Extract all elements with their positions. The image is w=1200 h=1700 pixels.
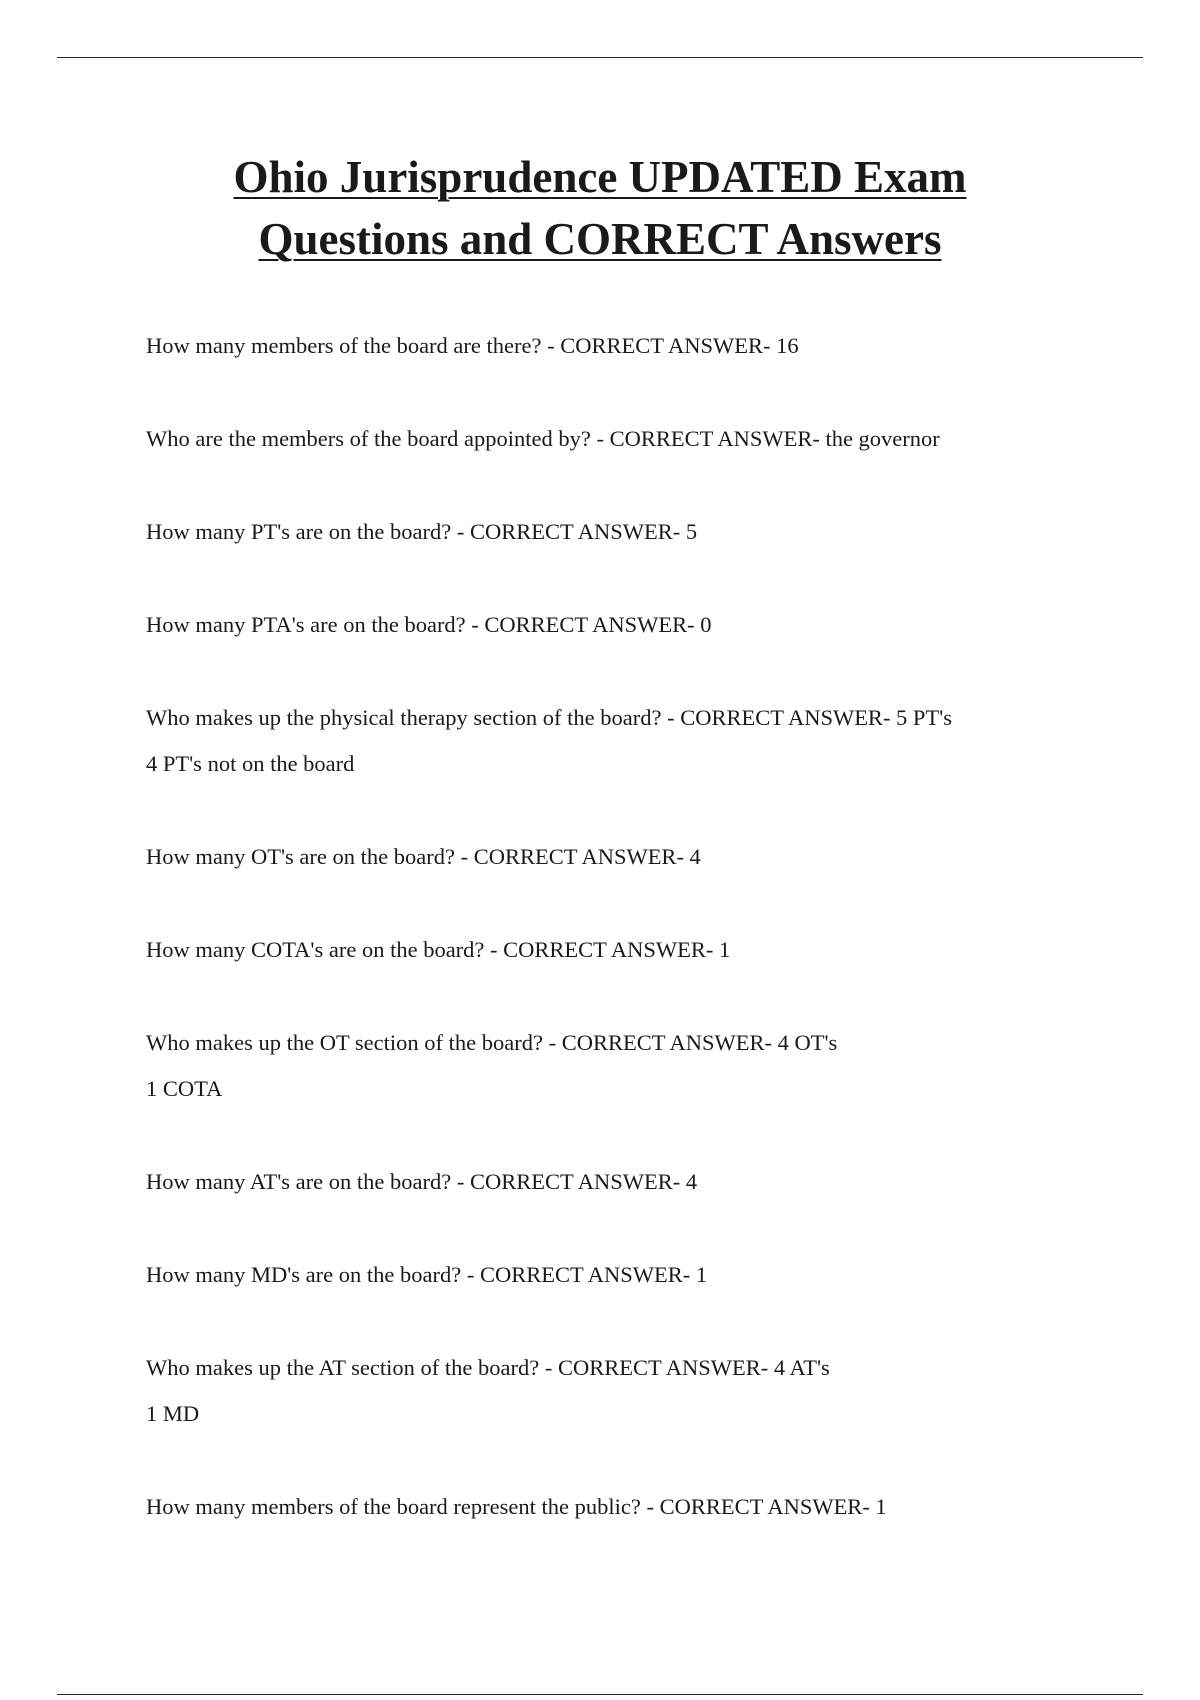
- qa-question-answer: How many PT's are on the board? - CORRECT ANSWER- 5: [146, 519, 698, 544]
- qa-item: [146, 695, 1086, 787]
- title-line-1: Ohio Jurisprudence UPDATED Exam: [233, 152, 967, 202]
- qa-item: [146, 927, 1086, 973]
- qa-item: [146, 416, 1086, 462]
- qa-question-answer: How many PTA's are on the board? - CORRECT ANSWER- 0: [146, 612, 712, 637]
- qa-answer-continuation: 1 COTA: [146, 1076, 223, 1101]
- qa-question-answer: How many members of the board are there? - CORRECT ANSWER- 16: [146, 333, 799, 358]
- qa-answer-continuation: 1 MD: [146, 1401, 200, 1426]
- qa-item: [146, 834, 1086, 880]
- qa-item: [146, 1020, 1086, 1112]
- qa-item: [146, 1252, 1086, 1298]
- qa-question-answer: Who makes up the AT section of the board? - CORRECT ANSWER- 4 AT's: [146, 1355, 830, 1380]
- qa-question-answer: How many COTA's are on the board? - CORRECT ANSWER- 1: [146, 937, 731, 962]
- qa-item: [146, 1484, 1086, 1530]
- qa-question-answer: How many AT's are on the board? - CORRECT ANSWER- 4: [146, 1169, 698, 1194]
- qa-item: [146, 509, 1086, 555]
- qa-item: [146, 1345, 1086, 1437]
- document-title: [0, 146, 1200, 270]
- qa-answer-continuation: 4 PT's not on the board: [146, 751, 355, 776]
- qa-question-answer: Who are the members of the board appointed by? - CORRECT ANSWER- the governor: [146, 426, 940, 451]
- header-rule: [57, 57, 1143, 58]
- qa-question-answer: Who makes up the physical therapy section of the board? - CORRECT ANSWER- 5 PT's: [146, 705, 953, 730]
- qa-question-answer: Who makes up the OT section of the board? - CORRECT ANSWER- 4 OT's: [146, 1030, 838, 1055]
- qa-question-answer: How many OT's are on the board? - CORRECT ANSWER- 4: [146, 844, 701, 869]
- qa-item: [146, 1159, 1086, 1205]
- qa-question-answer: How many members of the board represent the public? - CORRECT ANSWER- 1: [146, 1494, 887, 1519]
- qa-question-answer: How many MD's are on the board? - CORRECT ANSWER- 1: [146, 1262, 708, 1287]
- title-line-2: Questions and CORRECT Answers: [258, 214, 942, 264]
- footer-rule: [57, 1694, 1143, 1695]
- qa-item: [146, 323, 1086, 369]
- qa-item: [146, 602, 1086, 648]
- qa-list: [146, 323, 1086, 1577]
